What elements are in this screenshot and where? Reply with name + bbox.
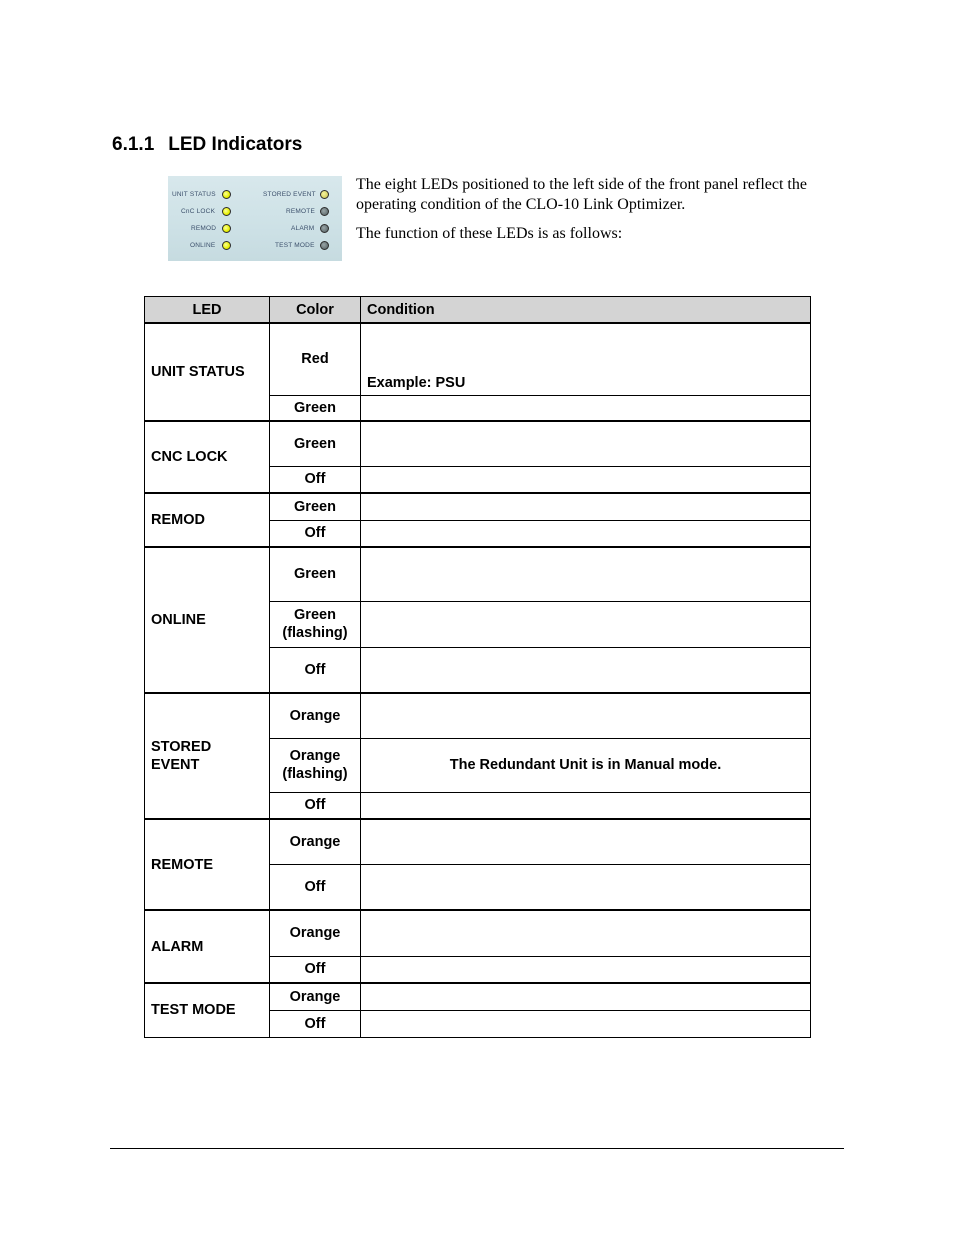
color-cell: Orange	[270, 819, 361, 864]
panel-label-cnc-lock: CnC LOCK	[181, 208, 216, 215]
remod-led-icon	[222, 224, 231, 233]
panel-label-online: ONLINE	[190, 242, 216, 249]
color-cell: Off	[270, 647, 361, 693]
table-row	[145, 323, 811, 395]
online-led-icon	[222, 241, 231, 250]
condition-cell	[361, 956, 811, 983]
section-heading	[112, 134, 302, 156]
stored-event-led-icon	[320, 190, 329, 199]
condition-cell	[361, 520, 811, 547]
condition-cell	[361, 983, 811, 1010]
color-cell: Orange	[270, 693, 361, 738]
condition-cell	[361, 466, 811, 493]
test-mode-led-icon	[320, 241, 329, 250]
panel-label-alarm: ALARM	[291, 225, 315, 232]
color-cell: Green	[270, 547, 361, 601]
led-name-cnc-lock: CNC LOCK	[145, 421, 270, 493]
color-cell: Green (flashing)	[270, 601, 361, 647]
table-row	[145, 910, 811, 956]
cnc-lock-led-icon	[222, 207, 231, 216]
condition-cell	[361, 601, 811, 647]
panel-label-remod: REMOD	[191, 225, 217, 232]
table-row	[145, 493, 811, 520]
header-led: LED	[145, 297, 270, 324]
front-panel-led-photo	[168, 176, 342, 261]
led-name-stored-event: STORED EVENT	[145, 693, 270, 819]
condition-cell	[361, 693, 811, 738]
led-name-test-mode: TEST MODE	[145, 983, 270, 1037]
table-row	[145, 693, 811, 738]
footer-divider	[110, 1148, 844, 1149]
led-name-online: ONLINE	[145, 547, 270, 693]
table-row	[145, 547, 811, 601]
table-row	[145, 819, 811, 864]
color-cell: Orange	[270, 983, 361, 1010]
led-name-alarm: ALARM	[145, 910, 270, 983]
color-cell: Off	[270, 1010, 361, 1037]
header-condition: Condition	[361, 297, 811, 324]
panel-label-unit-status: UNIT STATUS	[172, 191, 216, 198]
section-title: LED Indicators	[168, 134, 303, 155]
color-red: Red	[270, 323, 361, 395]
color-cell: Green	[270, 421, 361, 466]
color-cell: Off	[270, 466, 361, 493]
led-name-unit-status: UNIT STATUS	[145, 323, 270, 421]
condition-cell	[361, 647, 811, 693]
color-cell: Off	[270, 864, 361, 910]
unit-status-led-icon	[222, 190, 231, 199]
condition-cell	[361, 493, 811, 520]
intro-paragraph-2: The function of these LEDs is as follows:	[356, 225, 623, 242]
condition-manual-mode: The Redundant Unit is in Manual mode.	[361, 738, 811, 792]
condition-cell	[361, 547, 811, 601]
condition-cell	[361, 864, 811, 910]
header-color: Color	[270, 297, 361, 324]
intro-text	[356, 175, 848, 253]
condition-cell	[361, 910, 811, 956]
color-cell: Orange (flashing)	[270, 738, 361, 792]
section-number: 6.1.1	[112, 134, 155, 155]
condition-cell	[361, 792, 811, 819]
condition-cell	[361, 421, 811, 466]
led-table	[144, 296, 811, 1038]
condition-cell	[361, 1010, 811, 1037]
color-cell: Orange	[270, 910, 361, 956]
led-name-remod: REMOD	[145, 493, 270, 547]
condition-example-psu: Example: PSU	[361, 323, 811, 395]
panel-label-test-mode: TEST MODE	[275, 242, 315, 249]
color-green: Green	[270, 395, 361, 421]
remote-led-icon	[320, 207, 329, 216]
panel-label-remote: REMOTE	[286, 208, 316, 215]
color-cell: Off	[270, 956, 361, 983]
alarm-led-icon	[320, 224, 329, 233]
table-row	[145, 421, 811, 466]
table-row	[145, 983, 811, 1010]
condition-cell	[361, 395, 811, 421]
color-cell: Off	[270, 792, 361, 819]
intro-paragraph-1: The eight LEDs positioned to the left side of the front panel reflect the operating condition of the CLO-10 Link Optimizer.	[356, 176, 807, 213]
panel-label-stored-event: STORED EVENT	[263, 191, 316, 198]
led-name-remote: REMOTE	[145, 819, 270, 910]
color-cell: Off	[270, 520, 361, 547]
condition-cell	[361, 819, 811, 864]
color-cell: Green	[270, 493, 361, 520]
